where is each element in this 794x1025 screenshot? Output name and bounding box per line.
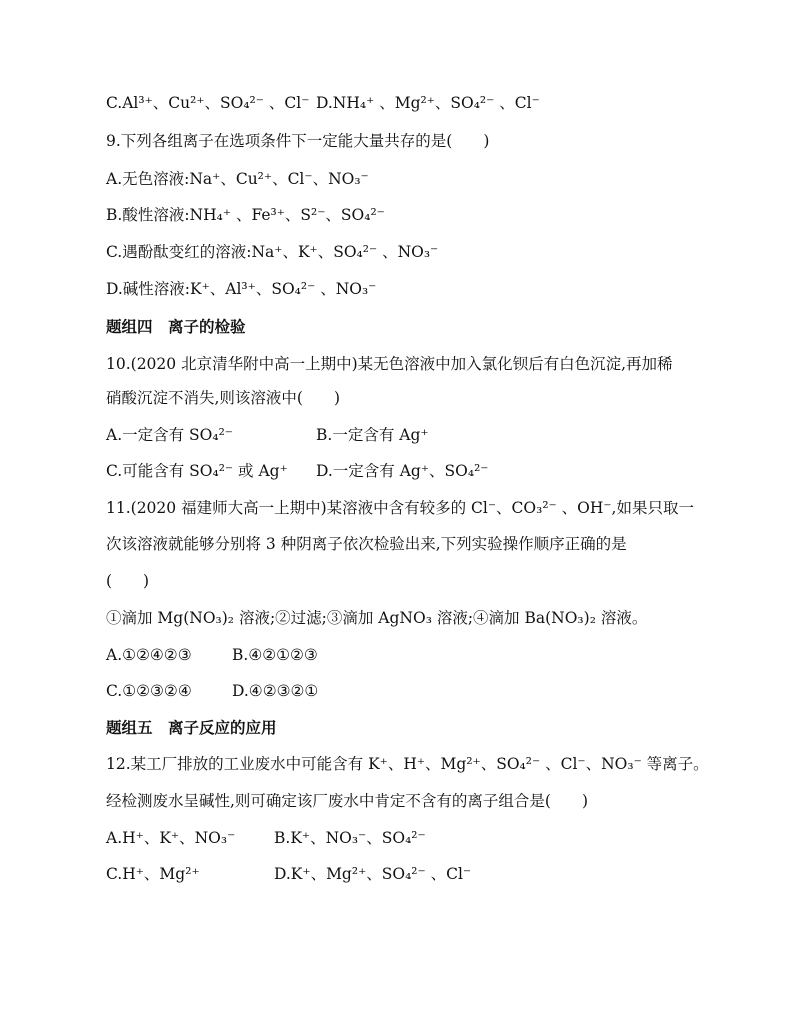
- question-12-stem-1: 12.某工厂排放的工业废水中可能含有 K⁺、H⁺、Mg²⁺、SO₄²⁻ 、Cl⁻、NO₃⁻ 等离子。: [106, 755, 709, 773]
- option-a: A.一定含有 SO₄²⁻: [106, 426, 233, 444]
- question-11-steps: ①滴加 Mg(NO₃)₂ 溶液;②过滤;③滴加 AgNO₃ 溶液;④滴加 Ba(NO₃)₂ 溶液。: [106, 609, 648, 627]
- q9-option-c: C.遇酚酞变红的溶液:Na⁺、K⁺、SO₄²⁻ 、NO₃⁻: [106, 243, 439, 261]
- q9-option-b: B.酸性溶液:NH₄⁺ 、Fe³⁺、S²⁻、SO₄²⁻: [106, 206, 385, 224]
- option-d: D.NH₄⁺ 、Mg²⁺、SO₄²⁻ 、Cl⁻: [316, 94, 540, 112]
- option-d: D.K⁺、Mg²⁺、SO₄²⁻ 、Cl⁻: [274, 865, 472, 883]
- option-d: D.④②③②①: [232, 682, 319, 700]
- section-heading-4: 题组四 离子的检验: [106, 318, 246, 336]
- question-9-stem: 9.下列各组离子在选项条件下一定能大量共存的是( ): [106, 132, 490, 150]
- q9-option-d: D.碱性溶液:K⁺、Al³⁺、SO₄²⁻ 、NO₃⁻: [106, 280, 377, 298]
- option-d: D.一定含有 Ag⁺、SO₄²⁻: [316, 462, 489, 480]
- question-10-stem-2: 硝酸沉淀不消失,则该溶液中( ): [106, 389, 341, 407]
- option-c: C.①②③②④: [106, 682, 192, 700]
- question-11-stem-1: 11.(2020 福建师大高一上期中)某溶液中含有较多的 Cl⁻、CO₃²⁻ 、OH⁻,如果只取一: [106, 499, 694, 517]
- question-12-stem-2: 经检测废水呈碱性,则可确定该厂废水中肯定不含有的离子组合是( ): [106, 792, 589, 810]
- option-b: B.④②①②③: [232, 646, 318, 664]
- option-c: C.可能含有 SO₄²⁻ 或 Ag⁺: [106, 462, 288, 480]
- option-a: A.①②④②③: [106, 646, 192, 664]
- question-11-stem-2: 次该溶液就能够分别将 3 种阴离子依次检验出来,下列实验操作顺序正确的是: [106, 535, 627, 553]
- option-a: A.H⁺、K⁺、NO₃⁻: [106, 829, 236, 847]
- option-c: C.H⁺、Mg²⁺: [106, 865, 200, 883]
- option-b: B.K⁺、NO₃⁻、SO₄²⁻: [274, 829, 426, 847]
- option-c: C.Al³⁺、Cu²⁺、SO₄²⁻ 、Cl⁻: [106, 94, 310, 112]
- option-b: B.一定含有 Ag⁺: [316, 426, 429, 444]
- section-heading-5: 题组五 离子反应的应用: [106, 719, 277, 737]
- q9-option-a: A.无色溶液:Na⁺、Cu²⁺、Cl⁻、NO₃⁻: [106, 170, 369, 188]
- question-11-stem-3: ( ): [106, 572, 150, 590]
- question-10-stem-1: 10.(2020 北京清华附中高一上期中)某无色溶液中加入氯化钡后有白色沉淀,再加稀: [106, 355, 673, 373]
